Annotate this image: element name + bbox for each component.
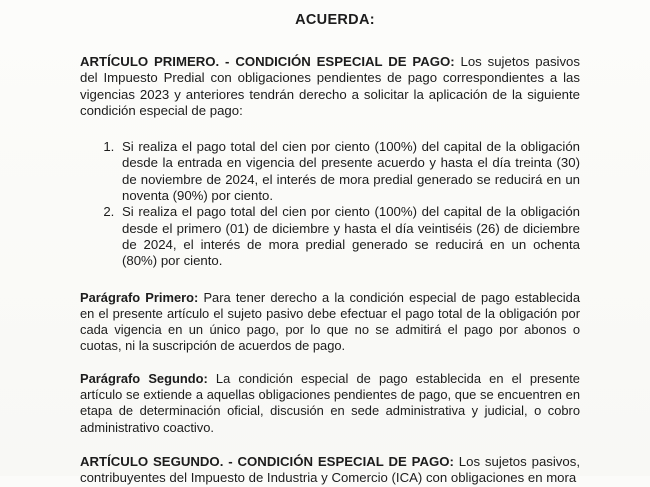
articulo-segundo: [80, 454, 580, 487]
paragrafo-primero: [80, 290, 580, 355]
paragrafo-segundo: [80, 371, 580, 436]
paragrafo-segundo-body: La condición especial de pago establecida en el presente artículo se extiende a aquellas obligaciones pendientes de pago, que se encuentren en etapa de determinación oficial, discusión en sede administrativa y judicial, o cobro administrativo coactivo.: [80, 370, 580, 435]
condition-item-1: 1. Si realiza el pago total del cien por ciento (100%) del capital de la obligación desde la entrada en vigencia del presente acuerdo y hasta el día treinta (30) de noviembre de 2024, el interés de mora predial generado se reducirá en un noventa (90%) por ciento.: [118, 139, 580, 204]
paragrafo-segundo-title: Parágrafo Segundo:: [80, 370, 208, 386]
paragrafo-primero-title: Parágrafo Primero:: [80, 289, 199, 305]
condition-item-2: 2. Si realiza el pago total del cien por ciento (100%) del capital de la obligación desde el primero (01) de diciembre y hasta el día veintiséis (26) de diciembre de 2024, el interés de mora predial generado se reducirá en un ochenta (80%) por ciento.: [118, 204, 580, 269]
articulo-primero: [80, 54, 580, 119]
articulo-segundo-body: Los sujetos pasivos, contribuyentes del Impuesto de Industria y Comercio (ICA) con obligaciones en mora: [80, 453, 580, 486]
document-heading: ACUERDA:: [295, 12, 375, 28]
articulo-segundo-title: ARTÍCULO SEGUNDO. - CONDICIÓN ESPECIAL DE PAGO:: [80, 453, 454, 469]
articulo-primero-title: ARTÍCULO PRIMERO. - CONDICIÓN ESPECIAL DE PAGO:: [80, 54, 455, 69]
paragrafo-primero-body: Para tener derecho a la condición especial de pago establecida en el presente artículo el sujeto pasivo debe efectuar el pago total de la obligación por cada vigencia en un único pago, por lo que no se admitirá el pago por abonos o cuotas, ni la suscripción de acuerdos de pago.: [80, 289, 580, 354]
conditions-list: [80, 139, 580, 269]
articulo-primero-body: Los sujetos pasivos del Impuesto Predial con obligaciones pendientes de pago correspondientes a las vigencias 2023 y anteriores tendrán derecho a solicitar la aplicación de la siguiente condición especial de pago:: [80, 54, 580, 118]
